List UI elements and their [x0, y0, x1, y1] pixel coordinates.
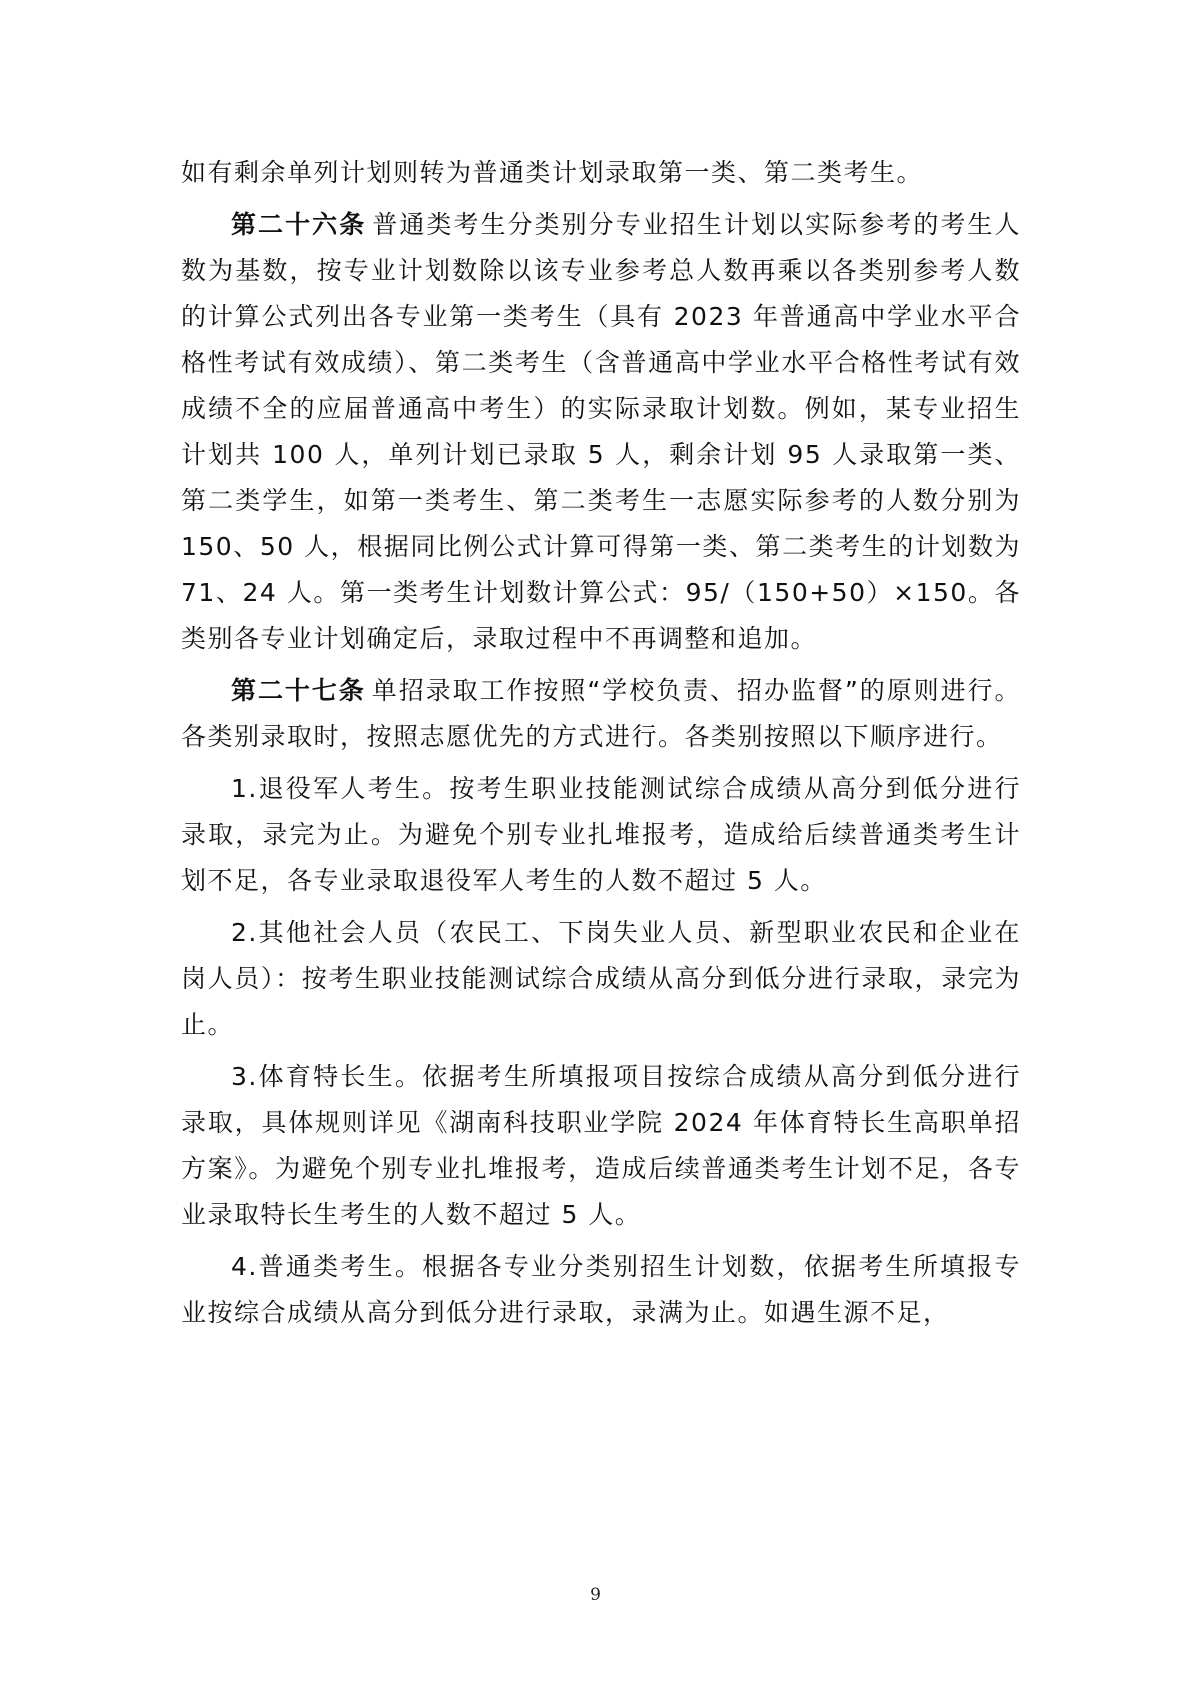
article-heading: 第二十六条 — [231, 210, 367, 239]
paragraph-text: 如有剩余单列计划则转为普通类计划录取第一类、第二类考生。 — [181, 158, 924, 187]
paragraph-item-3 — [181, 1054, 1021, 1238]
paragraph-text: 单招录取工作按照“学校负责、招办监督”的原则进行。各类别录取时，按照志愿优先的方式进行。各类别按照以下顺序进行。 — [181, 676, 1021, 751]
paragraph-text: 普通类考生分类别分专业招生计划以实际参考的考生人数为基数，按专业计划数除以该专业参考总人数再乘以各类别参考人数的计算公式列出各专业第一类考生（具有 2023 年普通高中学业水平合格性考试有效成绩）、第二类考生（含普通高中学业水平合格性考试有效成绩不全的应届普通高中考生）的实际录取计划数。例如，某专业招生计划共 100 人，单列计划已录取 5 人，剩余计划 95 人录取第一类、第二类学生，如第一类考生、第二类考生一志愿实际参考的人数分别为 150、50 人，根据同比例公式计算可得第一类、第二类考生的计划数为 71、24 人。第一类考生计划数计算公式：95/（150+50）×150。各类别各专业计划确定后，录取过程中不再调整和追加。 — [181, 210, 1021, 653]
paragraph-text: 2.其他社会人员（农民工、下岗失业人员、新型职业农民和企业在岗人员）：按考生职业技能测试综合成绩从高分到低分进行录取，录完为止。 — [181, 918, 1021, 1039]
document-body — [181, 150, 1021, 1342]
page-number: 9 — [590, 1585, 601, 1605]
paragraph-item-4 — [181, 1244, 1021, 1336]
paragraph-item-1 — [181, 766, 1021, 904]
paragraph-continuation — [181, 150, 1021, 196]
paragraph-text: 4.普通类考生。根据各专业分类别招生计划数，依据考生所填报专业按综合成绩从高分到低分进行录取，录满为止。如遇生源不足， — [181, 1252, 1021, 1327]
paragraph-article-26 — [181, 202, 1021, 662]
paragraph-article-27 — [181, 668, 1021, 760]
paragraph-item-2 — [181, 910, 1021, 1048]
paragraph-text: 1.退役军人考生。按考生职业技能测试综合成绩从高分到低分进行录取，录完为止。为避免个别专业扎堆报考，造成给后续普通类考生计划不足，各专业录取退役军人考生的人数不超过 5 人。 — [181, 774, 1021, 895]
article-heading: 第二十七条 — [231, 676, 366, 705]
paragraph-text: 3.体育特长生。依据考生所填报项目按综合成绩从高分到低分进行录取，具体规则详见《湖南科技职业学院 2024 年体育特长生高职单招方案》。为避免个别专业扎堆报考，造成后续普通类考生计划不足，各专业录取特长生考生的人数不超过 5 人。 — [181, 1062, 1021, 1229]
